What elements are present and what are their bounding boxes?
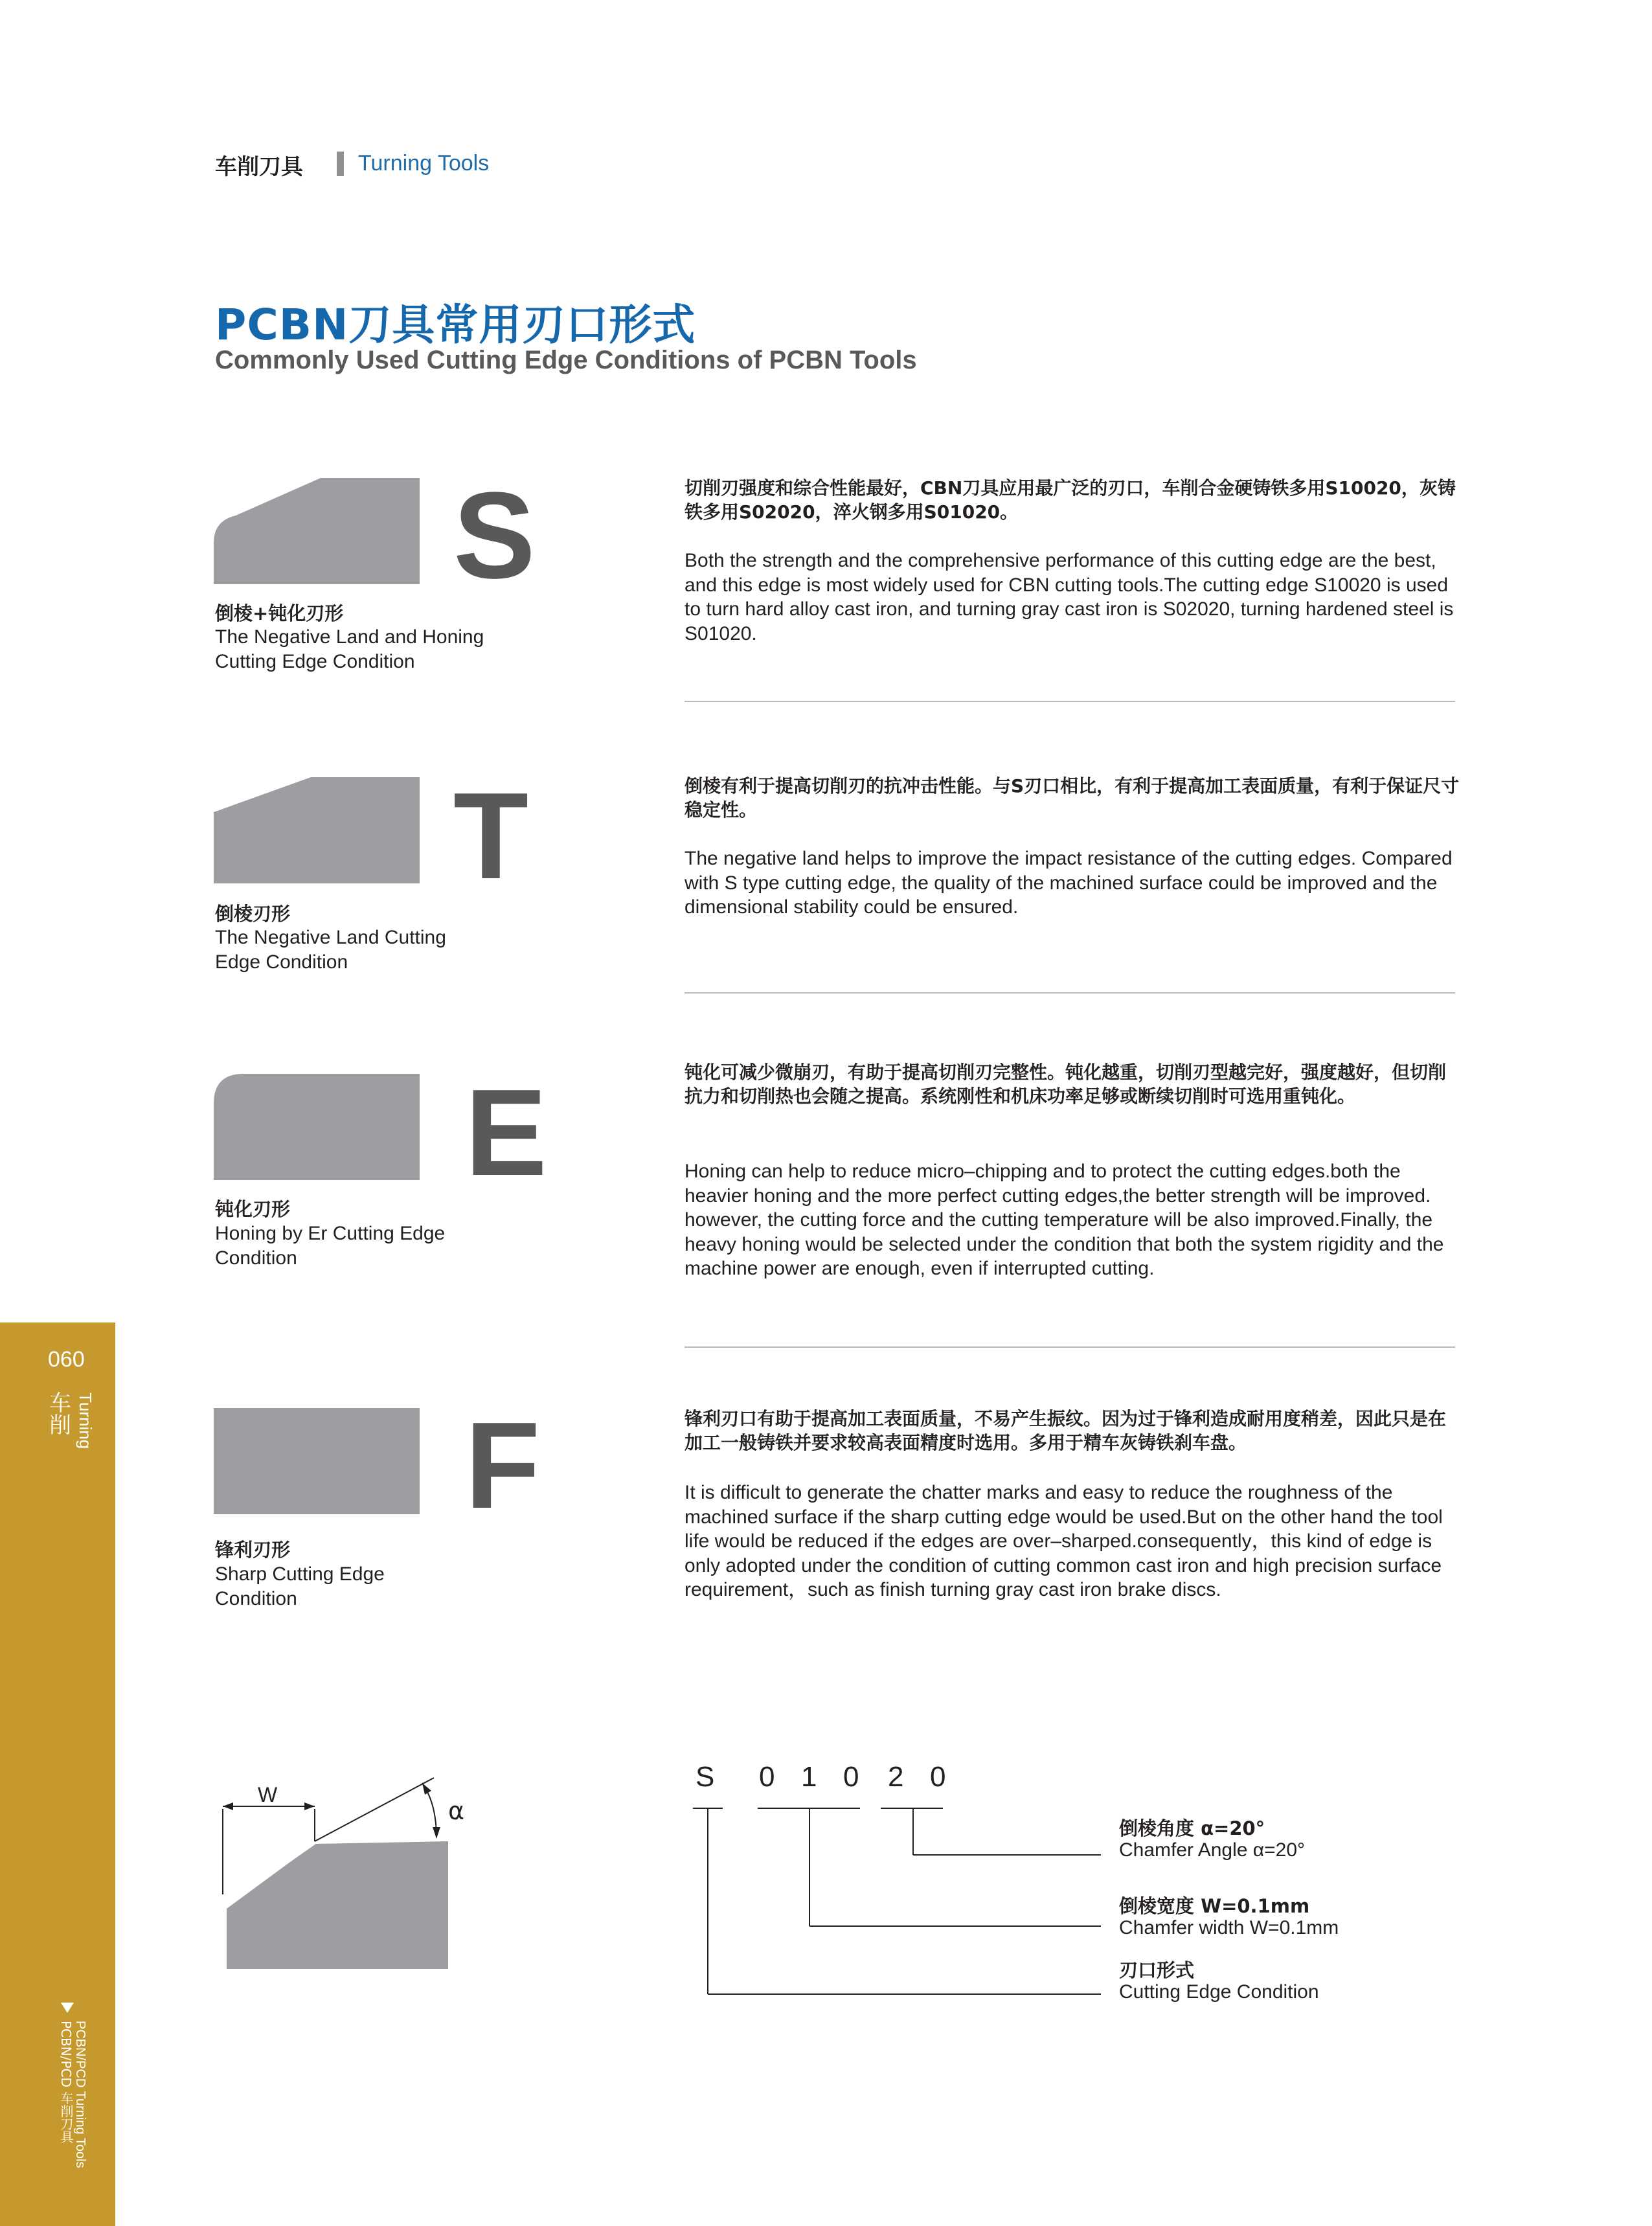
tool-profile-shape <box>227 1841 448 1969</box>
condition-name-cn-t: 倒棱刃形 <box>215 903 291 925</box>
condition-desc-en-s: Both the strength and the comprehensive performance of this cutting edge are the best, and this edge is most widely used for CBN cutting tools.The cutting edge S10020 is used to turn hard alloy cast iron, and turning gray cast iron is S02020, turning hardened steel is S01020. <box>685 550 1454 644</box>
legend-edge-condition-cn: 刃口形式 <box>1119 1959 1195 1981</box>
condition-desc-cn-s: 切削刃强度和综合性能最好，CBN刀具应用最广泛的刃口，车削合金硬铸铁多用S10020，灰铸铁多用S02020，淬火钢多用S01020。 <box>685 477 1456 523</box>
edge-shape-t-icon <box>214 777 422 883</box>
code-char: 2 <box>888 1761 904 1793</box>
section-title-cn: 车削刀具 <box>215 154 303 180</box>
condition-letter-s: S <box>453 467 536 604</box>
condition-desc-cn-e: 钝化可减少微崩刃，有助于提高切削刃完整性。钝化越重，切削刃型越完好，强度越好，但切削抗力和切削热也会随之提高。系统刚性和机床功率足够或断续切削时可选用重钝化。 <box>685 1062 1447 1107</box>
page-title-cn: PCBN刀具常用刃口形式 <box>215 300 696 350</box>
condition-name-en-f-line1: Sharp Cutting Edge <box>215 1563 385 1585</box>
edge-shape-s-icon <box>214 478 422 584</box>
condition-name-cn-e: 钝化刃形 <box>215 1198 291 1220</box>
condition-name-cn-s: 倒棱+钝化刃形 <box>215 602 344 624</box>
condition-desc-en-f: It is difficult to generate the chatter marks and easy to reduce the roughness of the machined surface if the sharp cutting edge would be used.But on the other hand the tool life would be reduced if the edges are over–sharped.consequently，this kind of edge is only adopted under the condition of cutting common cast iron and high precision surface requirement，such as finish turning gray cast iron brake discs. <box>685 1482 1443 1600</box>
code-char: 0 <box>930 1761 946 1793</box>
condition-desc-en-e: Honing can help to reduce micro–chipping and to protect the cutting edges.both the heavier honing and the more perfect cutting edges,the better strength will be improved. however, the cutting force and the cutting temperature will be also improved.Finally, the heavy honing would be selected under the condition that both the system rigidity and the machine power are enough, even if interrupted cutting. <box>685 1161 1444 1279</box>
condition-letter-t: T <box>453 767 529 905</box>
condition-name-en-s-line2: Cutting Edge Condition <box>215 651 415 672</box>
code-char: S <box>696 1761 715 1793</box>
divider-line <box>685 992 1455 994</box>
code-char: 1 <box>801 1761 817 1793</box>
condition-letter-e: E <box>465 1064 547 1201</box>
condition-name-en-t-line2: Edge Condition <box>215 951 348 973</box>
divider-line <box>685 1346 1455 1348</box>
legend-edge-condition-en: Cutting Edge Condition <box>1119 1981 1319 2003</box>
condition-desc-cn-t: 倒棱有利于提高切削刃的抗冲击性能。与S刃口相比，有利于提高加工表面质量，有利于保证尺寸稳定性。 <box>685 775 1460 821</box>
arrow-down-icon <box>61 2003 74 2013</box>
condition-name-en-t-line1: The Negative Land Cutting <box>215 927 446 948</box>
legend-chamfer-width-cn: 倒棱宽度 W=0.1mm <box>1119 1895 1310 1917</box>
condition-desc-cn-f: 锋利刃口有助于提高加工表面质量，不易产生振纹。因为过于锋利造成耐用度稍差，因此只是在加工一般铸铁并要求较高表面精度时选用。多用于精车灰铸铁刹车盘。 <box>685 1408 1447 1453</box>
condition-name-en-s-line1: The Negative Land and Honing <box>215 626 484 648</box>
legend-chamfer-angle-cn: 倒棱角度 α=20° <box>1119 1817 1265 1839</box>
side-label-cn: 车削 <box>49 1391 71 1438</box>
side-label-en: Turning <box>76 1392 95 1449</box>
page-number: 060 <box>48 1347 85 1372</box>
condition-desc-en-t: The negative land helps to improve the impact resistance of the cutting edges. Compared with S type cutting edge, the quality of the machined surface could be improved and the dimensional stability could be ensured. <box>685 848 1453 918</box>
condition-letter-f: F <box>465 1397 541 1534</box>
width-label: W <box>258 1783 278 1806</box>
side-path-cn: PCBN/PCD 车削刀具 <box>58 2021 74 2144</box>
angle-label: α <box>448 1797 465 1825</box>
divider-line <box>685 701 1455 702</box>
code-leader-lines <box>686 1800 1101 1995</box>
section-divider <box>337 152 344 176</box>
legend-chamfer-angle-en: Chamfer Angle α=20° <box>1119 1839 1306 1861</box>
code-char: 0 <box>759 1761 775 1793</box>
legend-chamfer-width-en: Chamfer width W=0.1mm <box>1119 1917 1339 1938</box>
condition-name-en-e-line1: Honing by Er Cutting Edge <box>215 1223 446 1244</box>
edge-shape-e-icon <box>214 1074 422 1180</box>
section-title-en: Turning Tools <box>358 151 490 176</box>
edge-shape-f-icon <box>214 1408 422 1514</box>
condition-name-cn-f: 锋利刃形 <box>215 1539 291 1561</box>
code-char: 0 <box>843 1761 859 1793</box>
condition-name-en-e-line2: Condition <box>215 1247 297 1269</box>
side-path-en: PCBN/PCD Turning Tools <box>73 2021 87 2168</box>
condition-name-en-f-line2: Condition <box>215 1588 297 1609</box>
page-title-en: Commonly Used Cutting Edge Conditions of PCBN Tools <box>215 346 917 374</box>
